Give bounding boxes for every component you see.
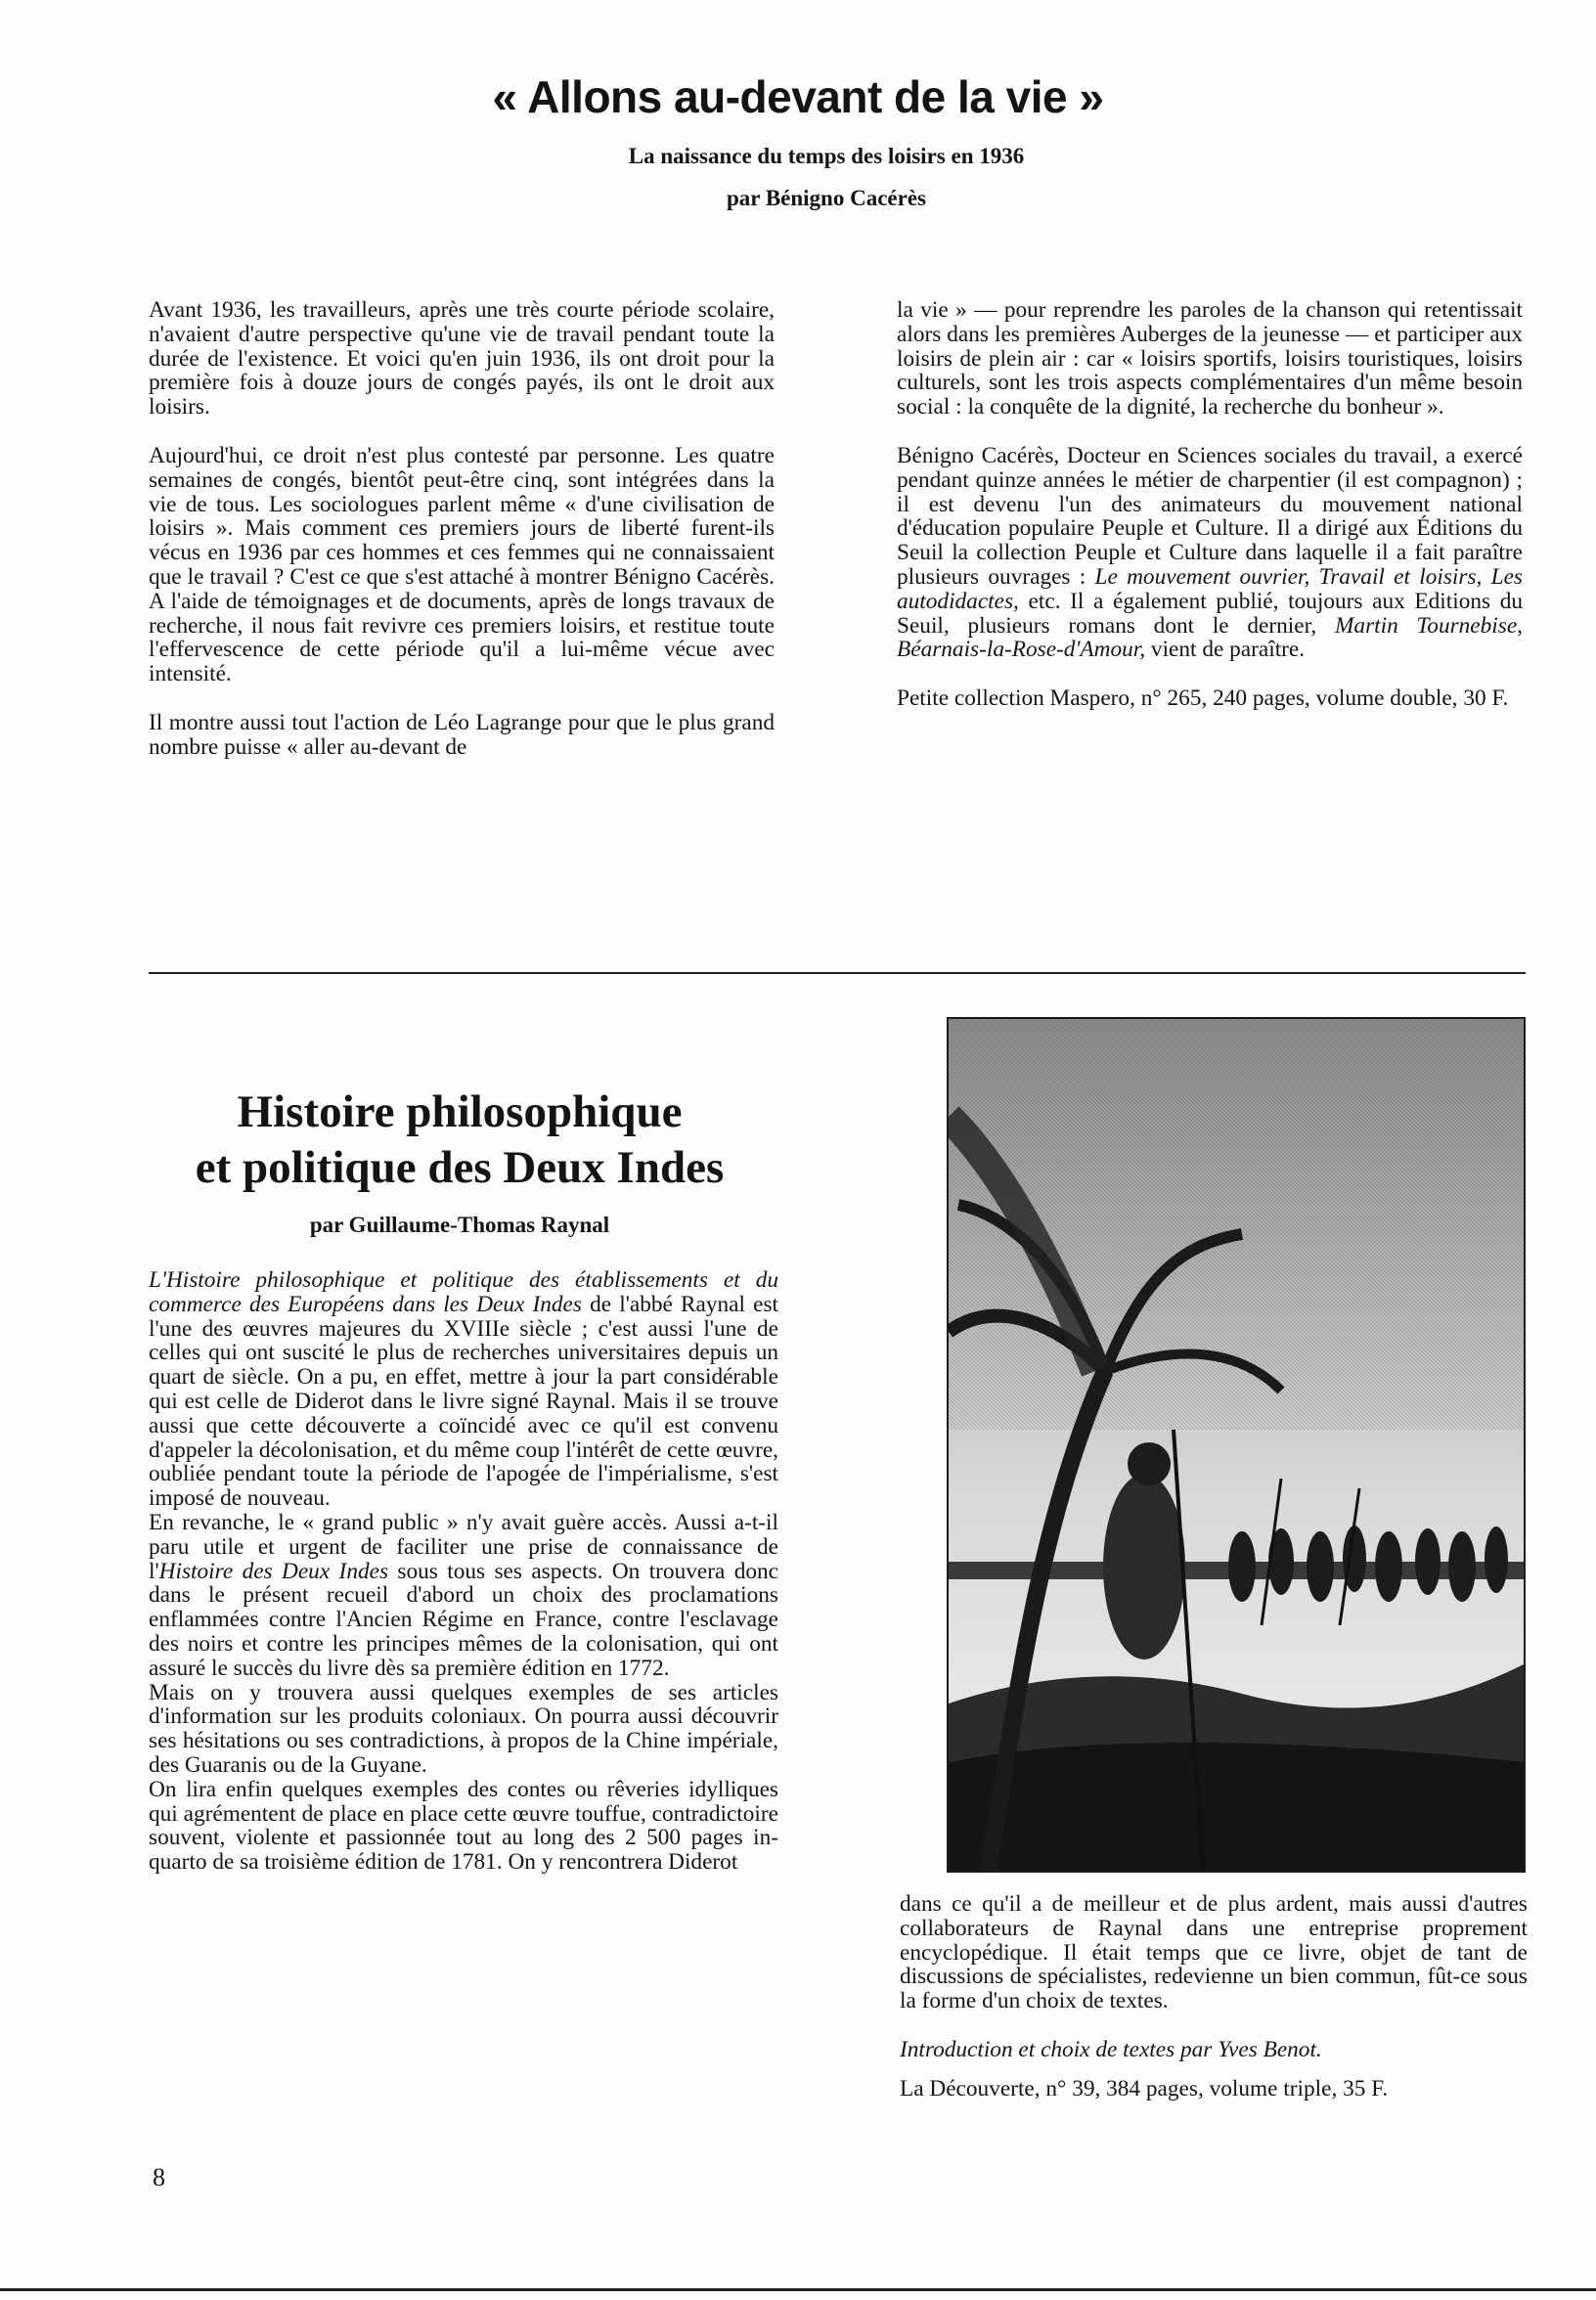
article1-column-right — [897, 298, 1523, 711]
credits: Introduction et choix de textes par Yves Benot. — [900, 2036, 1322, 2062]
engraving-illustration — [947, 1017, 1526, 1873]
article2-byline: par Guillaume-Thomas Raynal — [309, 1213, 610, 1237]
author-bio — [897, 444, 1523, 662]
article1-paragraph: Avant 1936, les travailleurs, après une très courte période scolaire, n'avaient d'autre perspective qu'une vie de travail pendant toute la durée de l'existence. Et voici qu'en juin 1936, ils ont droit pour la première fois à douze jours de congés payés, ils ont le droit aux loisirs. — [149, 297, 775, 420]
article2-paragraph: Mais on y trouvera aussi quelques exemples de ses articles d'information sur les produits coloniaux. On pourra aussi découvrir ses hésitations ou ses contradictions, à propos de la Chine impériale, des Guaranis ou de la Guyane. — [149, 1679, 778, 1778]
paragraph-text: de l'abbé Raynal est l'une des œuvres majeures du XVIIIe siècle ; c'est aussi l'une de celles qui ont suscité le plus de recherches universitaires depuis un quart de siècle. On a pu, en effet, mettre à jour la part considérable qui est celle de Diderot dans le livre signé Raynal. Mais il se trouve aussi que cette découverte a coïncidé avec ce qu'il est convenu d'appeler la décolonisation, et du même coup l'intérêt de cette œuvre, oubliée pendant toute la période de l'apogée de l'impérialisme, s'est imposé de nouveau. — [149, 1291, 778, 1512]
publication-info: Petite collection Maspero, n° 265, 240 pages, volume double, 30 F. — [897, 686, 1509, 712]
bio-text: vient de paraître. — [1145, 637, 1306, 663]
bio-works: Le mouvement ouvrier, Travail et loisirs, Les autodidactes, — [897, 563, 1523, 614]
article2-title-line2: et politique des Deux Indes — [195, 1142, 725, 1193]
book-title: Histoire des Deux Indes — [158, 1558, 389, 1584]
page-number: 8 — [153, 2163, 165, 2191]
article1-paragraph: Il montre aussi tout l'action de Léo Lagrange pour que le plus grand nombre puisse « aller au-devant de — [149, 709, 775, 760]
article1-subtitle: La naissance du temps des loisirs en 1936 — [628, 144, 1025, 168]
article2-paragraph: dans ce qu'il a de meilleur et de plus ardent, mais aussi d'autres collaborateurs de Raynal dans une entreprise proprement encyclopédique. Il était temps que ce livre, objet de tant de discussions de spécialistes, redevienne un bien commun, fût-ce sous la forme d'un choix de textes. — [900, 1891, 1528, 2014]
article2-title-line1: Histoire philosophique — [237, 1086, 683, 1137]
publication-info: La Découverte, n° 39, 384 pages, volume triple, 35 F. — [900, 2075, 1389, 2101]
paragraph-text: sous tous ses aspects. On trouvera donc dans le présent recueil d'abord un choix des proclamations enflammées contre l'Ancien Régime en France, contre l'esclavage des noirs et contre les principes mêmes de la colonisation, qui ont assuré le succès du livre dès sa première édition en 1772. — [149, 1558, 778, 1681]
article2-paragraph: On lira enfin quelques exemples des contes ou rêveries idylliques qui agrémentent de place en place cette œuvre touffue, contradictoire souvent, violente et passionnée tout au long des 2 500 pages in-quarto de sa troisième édition de 1781. On y rencontrera Diderot — [149, 1776, 778, 1876]
article2-paragraph — [149, 1268, 778, 1511]
engraving-picture — [949, 1019, 1524, 1871]
book-title: L'Histoire philosophique et politique des établissements et du commerce des Européens dans les Deux Indes — [149, 1267, 778, 1317]
article1-paragraph: Aujourd'hui, ce droit n'est plus contesté par personne. Les quatre semaines de congés, bientôt peut-être cinq, sont intégrées dans la vie de tous. Les sociologues parlent même « d'une civilisation de loisirs ». Mais comment ces premiers jours de liberté furent-ils vécus en 1936 par ces hommes et ces femmes qui ne connaissaient que le travail ? C'est ce que s'est attaché à montrer Bénigno Cacérès. A l'aide de témoignages et de documents, après de longs travaux de recherche, il nous fait revivre ces premiers loisirs, et restitue toute l'effervescence de cette période qu'il a lui-même vécue avec intensité. — [149, 442, 775, 687]
section-divider — [149, 972, 1526, 974]
article1-column-left — [149, 298, 775, 760]
article2-column-left — [149, 1268, 778, 1875]
article2-column-right — [900, 1892, 1528, 2101]
bio-text: Bénigno Cacérès, Docteur en Sciences sociales du travail, a exercé pendant quinze années le métier de charpentier (il est compagnon) ; il est devenu l'un des animateurs du mouvement national d'éducation populaire Peuple et Culture. Il a dirigé aux Éditions du Seuil la collection Peuple et Culture dans laquelle il a fait paraître plusieurs ouvrages : — [897, 442, 1523, 590]
bio-novel: Martin Tournebise, Béarnais-la-Rose-d'Amour, — [897, 612, 1524, 663]
paragraph-text: En revanche, le « grand public » n'y avait guère accès. Aussi a-t-il paru utile et urgent de faciliter une prise de connaissance de l' — [149, 1509, 778, 1584]
article1-title: « Allons au-devant de la vie » — [492, 71, 1104, 122]
article1-paragraph: la vie » — pour reprendre les paroles de la chanson qui retentissait alors dans les premières Auberges de la jeunesse — et participer aux loisirs de plein air : car « loisirs sportifs, loisirs touristiques, loisirs culturels, sont les trois aspects complémentaires d'un même besoin social : la conquête de la dignité, la recherche du bonheur ». — [897, 297, 1523, 420]
article1-byline: par Bénigno Cacérès — [726, 186, 926, 210]
page-bottom-edge — [0, 2288, 1596, 2291]
bio-text: etc. Il a également publié, toujours aux Editions du Seuil, plusieurs romans dont le dernier, — [897, 588, 1523, 639]
article2-paragraph — [149, 1511, 778, 1681]
